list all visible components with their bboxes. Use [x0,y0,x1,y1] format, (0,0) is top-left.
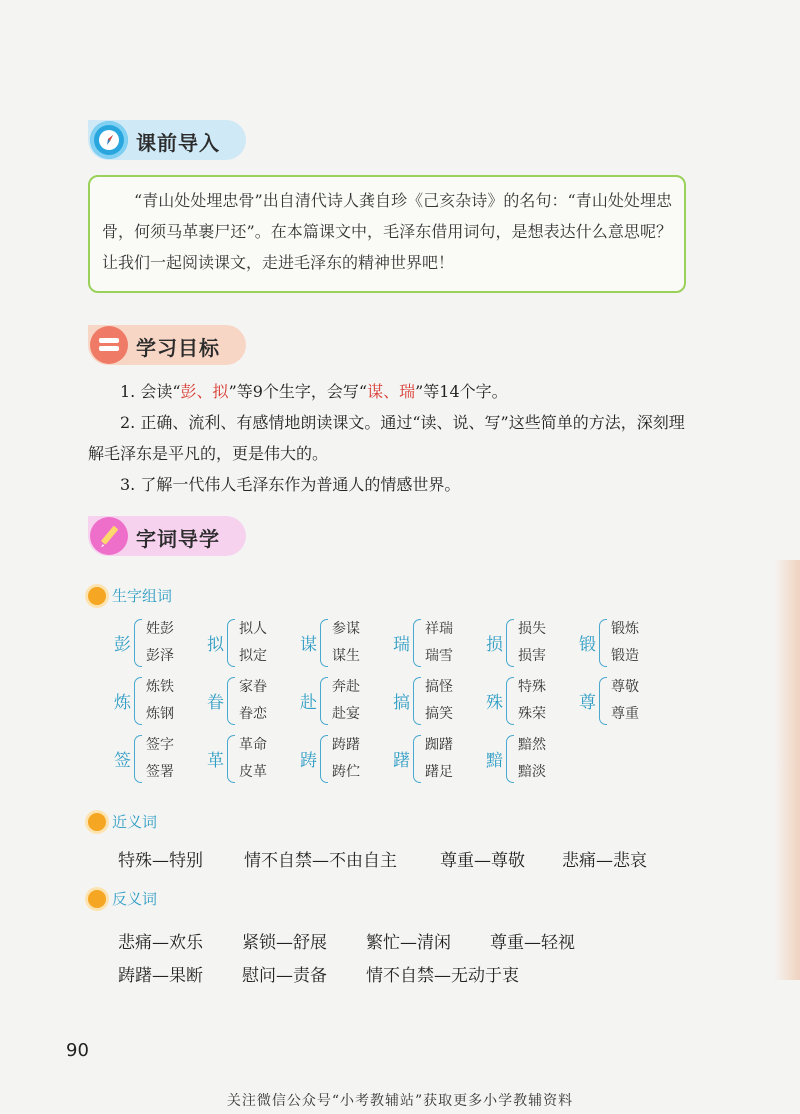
char: 踌 [300,751,317,771]
char-group [300,675,393,727]
char-group [486,733,579,785]
char-row [114,675,714,733]
word: 锻炼 [611,621,639,637]
word: 损害 [518,648,546,664]
antonym-list-row-2 [118,961,519,986]
sun-icon [88,813,106,831]
sun-icon [88,890,106,908]
char: 损 [486,635,503,655]
word: 拟定 [239,648,267,664]
highlight-read-chars: 彭、拟 [180,382,229,401]
goal-2: 2. 正确、流利、有感情地朗读课文。通过“读、说、写”这些简单的方法，深刻理解毛泽东是平凡的，更是伟大的。 [88,413,685,463]
antonym-pair: 慰问—责备 [242,966,327,986]
subheading-synonyms [88,811,157,835]
char: 签 [114,751,131,771]
char-group [393,675,486,727]
brace [134,677,142,725]
char-group [207,733,300,785]
brace [506,677,514,725]
intro-paragraph: “青山处处埋忠骨”出自清代诗人龚自珍《己亥杂诗》的名句：“青山处处埋忠骨，何须马革裹尸还”。在本篇课文中，毛泽东借用词句，是想表达什么意思呢？让我们一起阅读课文，走进毛泽东的精神世界吧！ [102,191,672,272]
brace [227,677,235,725]
section-header-intro [88,120,246,160]
section-title: 字词导学 [136,527,220,551]
section-title: 学习目标 [136,336,220,360]
word: 黯然 [518,737,546,753]
page-edge-tint [774,560,800,980]
word: 家眷 [239,679,267,695]
brace [599,619,607,667]
intro-text-box [88,175,686,293]
word: 殊荣 [518,706,546,722]
subheading-label: 反义词 [112,890,158,908]
word: 皮革 [239,764,267,780]
footer-note: 关注微信公众号“小考教辅站”获取更多小学教辅资料 [226,1093,574,1109]
goal-text: 1. 会读“ [120,382,181,401]
goal-text: ”等14个字。 [415,382,508,401]
char-group [207,675,300,727]
char-group [114,675,207,727]
char-group [114,733,207,785]
subheading-label: 生字组词 [112,587,173,605]
char: 尊 [579,693,596,713]
subheading-label: 近义词 [112,813,158,831]
antonym-pair: 紧锁—舒展 [242,933,327,953]
char: 炼 [114,693,131,713]
char: 躇 [393,751,410,771]
word: 奔赴 [332,679,360,695]
antonym-pair: 悲痛—欢乐 [118,933,203,953]
char-group [486,617,579,669]
brace [599,677,607,725]
sun-icon [88,587,106,605]
antonym-pair: 踌躇—果断 [118,966,203,986]
page-number: 90 [66,1040,89,1061]
word: 革命 [239,737,267,753]
book-icon [90,326,128,364]
learning-goals [88,376,693,500]
char: 锻 [579,635,596,655]
char-group [300,733,393,785]
antonym-pair: 尊重—轻视 [490,933,575,953]
char-group [393,617,486,669]
word: 眷恋 [239,706,267,722]
section-header-vocab [88,516,246,556]
antonym-pair: 繁忙—清闲 [366,933,451,953]
goal-1 [88,376,693,407]
word: 踌躇 [332,737,360,753]
char: 殊 [486,693,503,713]
word: 谋生 [332,648,360,664]
brace [320,619,328,667]
char-group [393,733,486,785]
word: 拟人 [239,621,267,637]
char-row [114,733,714,791]
word: 姓彭 [146,621,174,637]
brace [413,735,421,783]
char-group [579,675,672,727]
char-group [300,617,393,669]
word: 彭泽 [146,648,174,664]
char: 眷 [207,693,224,713]
word: 踌伫 [332,764,360,780]
word: 特殊 [518,679,546,695]
new-chars-grid [114,617,714,791]
word: 黯淡 [518,764,546,780]
word: 瑞雪 [425,648,453,664]
char-group [114,617,207,669]
brace [320,735,328,783]
char-row [114,617,714,675]
brace [506,735,514,783]
word: 尊重 [611,706,639,722]
highlight-write-chars: 谋、瑞 [367,382,416,401]
char: 瑞 [393,635,410,655]
brace [134,619,142,667]
char: 彭 [114,635,131,655]
char: 革 [207,751,224,771]
pencil-icon [90,517,128,555]
word: 签署 [146,764,174,780]
word: 签字 [146,737,174,753]
char-group [486,675,579,727]
word: 踟躇 [425,737,453,753]
word: 锻造 [611,648,639,664]
char: 黯 [486,751,503,771]
char: 搞 [393,693,410,713]
char: 谋 [300,635,317,655]
word: 炼钢 [146,706,174,722]
word: 损失 [518,621,546,637]
brace [413,677,421,725]
brace [320,677,328,725]
subheading-new-chars [88,585,172,609]
section-title: 课前导入 [136,131,220,155]
char-group [207,617,300,669]
brace [227,735,235,783]
word: 搞笑 [425,706,453,722]
word: 赴宴 [332,706,360,722]
brace [506,619,514,667]
synonym-pair: 特殊—特别 [118,851,203,871]
section-header-goals [88,325,246,365]
char: 赴 [300,693,317,713]
word: 参谋 [332,621,360,637]
word: 炼铁 [146,679,174,695]
brace [413,619,421,667]
word: 祥瑞 [425,621,453,637]
antonym-pair: 情不自禁—无动于衷 [366,966,519,986]
antonym-list-row-1 [118,928,575,953]
synonym-pair: 情不自禁—不由自主 [244,851,397,871]
char-group [579,617,672,669]
synonym-pair: 尊重—尊敬 [440,851,525,871]
synonym-list [118,846,647,871]
goal-3: 3. 了解一代伟人毛泽东作为普通人的情感世界。 [120,475,461,494]
char: 拟 [207,635,224,655]
subheading-antonyms [88,888,157,912]
brace [134,735,142,783]
compass-icon [90,121,128,159]
word: 搞怪 [425,679,453,695]
word: 尊敬 [611,679,639,695]
synonym-pair: 悲痛—悲哀 [562,851,647,871]
word: 躇足 [425,764,453,780]
brace [227,619,235,667]
goal-text: ”等9个生字，会写“ [228,382,368,401]
